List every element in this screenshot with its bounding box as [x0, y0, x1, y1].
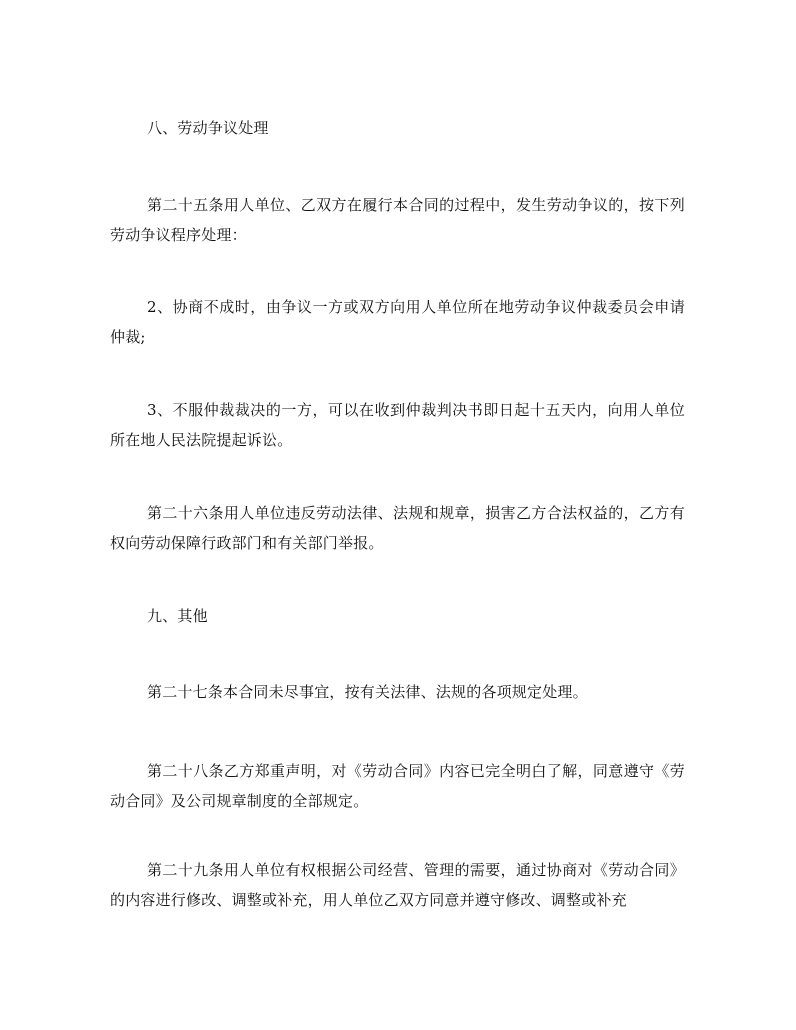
article-28-paragraph: 第二十八条乙方郑重声明，对《劳动合同》内容已完全明白了解，同意遵守《劳动合同》及公司规章制度的全部规定。 — [110, 762, 685, 810]
item-2-paragraph: 2、协商不成时，由争议一方或双方向用人单位所在地劳动争议仲裁委员会申请仲裁; — [110, 298, 685, 346]
section-heading-labor-dispute: 八、劳动争议处理 — [147, 119, 269, 137]
item-3-paragraph: 3、不服仲裁裁决的一方，可以在收到仲裁判决书即日起十五天内，向用人单位所在地人民法院提起诉讼。 — [110, 401, 685, 449]
article-25-paragraph: 第二十五条用人单位、乙双方在履行本合同的过程中，发生劳动争议的，按下列劳动争议程序处理： — [110, 196, 685, 244]
article-29-paragraph: 第二十九条用人单位有权根据公司经营、管理的需要，通过协商对《劳动合同》的内容进行修改、调整或补充，用人单位乙双方同意并遵守修改、调整或补充 — [110, 861, 685, 909]
section-heading-other: 九、其他 — [147, 607, 208, 625]
article-27-paragraph: 第二十七条本合同未尽事宜，按有关法律、法规的各项规定处理。 — [147, 683, 588, 701]
article-26-paragraph: 第二十六条用人单位违反劳动法律、法规和规章，损害乙方合法权益的，乙方有权向劳动保障行政部门和有关部门举报。 — [110, 504, 685, 552]
